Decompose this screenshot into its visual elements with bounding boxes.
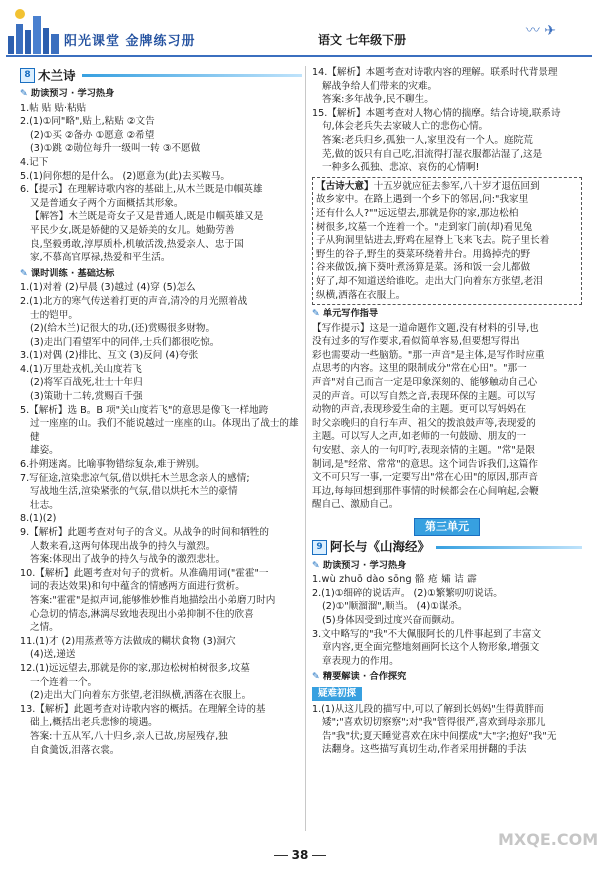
answer-line: 文不可只写一事,一定要写出"常在心田"的原因,那声音 bbox=[312, 472, 538, 484]
lesson-number: 9 bbox=[312, 540, 327, 555]
answer-line: 自食羹饭,泪落衣裳。 bbox=[30, 744, 120, 756]
answer-line: (2)走出大门向着东方张望,老泪纵横,洒落在衣服上。 bbox=[30, 690, 252, 702]
unit-banner: 第三单元 bbox=[312, 518, 582, 536]
watermark: MXQE.COM bbox=[498, 830, 599, 849]
answer-line: 制词,是"经常、常常"的意思。这个词告诉我们,这篇作 bbox=[312, 458, 538, 470]
answer-line: 答案:体现出了战争的持久与战争的激烈悲壮。 bbox=[30, 554, 226, 566]
heading-bar bbox=[436, 546, 582, 549]
answer-line: 1.(1)从这儿段的描写中,可以了解到长妈妈"生得黄胖而 bbox=[312, 703, 544, 715]
answer-line: (2)将军百战死,壮士十年归 bbox=[30, 377, 143, 389]
answer-line: 灵的声音。可以写自然之音,表现环保的主题。可以写 bbox=[312, 390, 536, 402]
answer-line: 纵横,洒落在衣服上。 bbox=[316, 289, 406, 301]
answer-line: 过一座座的山。我们不能说越过一座座的山。体现出了战士的雄健 bbox=[30, 418, 299, 443]
answer-line: 2.(1)①同"略",贴上,粘贴 ②文告 bbox=[20, 116, 155, 128]
difficulty-tag: 疑难初探 bbox=[312, 685, 582, 703]
answer-line: 15.【解析】本题考查对人物心情的揣摩。结合诗境,联系诗 bbox=[312, 107, 561, 119]
answer-line: 8.(1)(2) bbox=[20, 513, 57, 525]
answer-line: 一种多么孤独、悲凉、哀伤的心情啊! bbox=[322, 162, 480, 174]
answer-line: 之情。 bbox=[30, 622, 59, 634]
section-heading: ✎ 助读预习 · 学习热身 bbox=[312, 559, 407, 571]
lesson-number: 8 bbox=[20, 68, 35, 83]
right-column bbox=[312, 66, 582, 757]
answer-line: 还有什么人?""远远望去,那就是你的家,那边松柏 bbox=[316, 207, 519, 219]
answer-line: 章内容,更全面完整地刻画阿长这个人物形象,增强文 bbox=[322, 642, 540, 654]
section-heading: ✎ 精要解读 · 合作探究 bbox=[312, 671, 407, 683]
answer-line: 彩也需要动一些脑筋。"那一声音"是主体,是写作时应重 bbox=[312, 349, 545, 361]
city-skyline-logo-icon bbox=[6, 6, 62, 56]
pencil-icon: ✎ bbox=[312, 559, 320, 571]
answer-line: 3.文中略写的"我"不大佩服阿长的几件事起到了丰富文 bbox=[312, 628, 542, 640]
answer-line: 【写作提示】这是一道命题作文题,没有材料的引导,也 bbox=[312, 322, 539, 334]
answer-line: 2.(1)北方的寒气传送着打更的声音,清冷的月光照着战 bbox=[20, 295, 248, 307]
lesson-title: 木兰诗 bbox=[38, 67, 76, 83]
answer-line: 壮志。 bbox=[30, 499, 59, 511]
answer-line: 章表现力的作用。 bbox=[322, 655, 399, 667]
lesson-title: 阿长与《山海经》 bbox=[330, 539, 431, 555]
answer-line: 醒自己、激励自己。 bbox=[312, 499, 399, 511]
left-column bbox=[20, 66, 302, 757]
answer-line: 答案:老兵归乡,孤独一人,家里没有一个人。庭院荒 bbox=[322, 134, 533, 146]
answer-line: 3.(1)对偶 (2)排比、互文 (3)反问 (4)夸张 bbox=[20, 350, 199, 362]
answer-line: 6.【提示】在理解诗歌内容的基础上,从木兰既是巾帼英雄 bbox=[20, 184, 263, 196]
answer-line: 家,不慕高官厚禄,热爱和平生活。 bbox=[30, 252, 171, 264]
header-rule bbox=[6, 55, 592, 57]
answer-line: 答案:十五从军,八十归乡,亲人已故,房屋残存,独 bbox=[30, 730, 228, 742]
lesson-9-heading bbox=[312, 540, 582, 555]
answer-line: 又是普通女子两个方面概括其形象。 bbox=[30, 197, 184, 209]
brand-title: 阳光课堂 金牌练习册 bbox=[64, 34, 196, 49]
answer-line: 1.wù zhuō dào sōng 骼 疮 孀 诘 霹 bbox=[312, 574, 477, 586]
answer-line: 11.(1)才 (2)用蒸煮等方法做成的糊状食物 (3)洞穴 bbox=[20, 635, 236, 647]
answer-line: 人数来看,这两句体现出战争的持久与激烈。 bbox=[30, 540, 216, 552]
bird-icon: 〰 ✈ bbox=[525, 23, 556, 39]
answer-line: 1.帖 贴 贴·粘贴 bbox=[20, 102, 87, 114]
section-heading: ✎ 助读预习 · 学习热身 bbox=[20, 88, 115, 99]
pencil-icon: ✎ bbox=[20, 88, 28, 99]
section-heading: ✎ 单元写作指导 bbox=[312, 308, 379, 320]
answer-line: (5)身体因受到过度兴奋而颤动。 bbox=[322, 614, 461, 626]
answer-line: 矮";"喜欢切切察察";对"我"管得很严,喜欢到母亲那儿 bbox=[322, 717, 546, 729]
answer-line: 故乡家中。在路上遇到一个乡下的邻居,问:"我家里 bbox=[316, 194, 529, 206]
pencil-icon: ✎ bbox=[312, 308, 320, 320]
answer-line: 一个连着一个。 bbox=[30, 676, 98, 688]
answer-line: (2)(给木兰)记很大的功,(还)赏赐很多财物。 bbox=[30, 323, 216, 335]
answer-line: 心急切的情态,淋漓尽致地表现出小弟抑制不住的欣喜 bbox=[30, 608, 254, 620]
answer-line: (3)走出门看望军中的同伴,士兵们都很吃惊。 bbox=[30, 336, 220, 348]
answer-line: 树很多,坟墓一个连着一个。"走到家门前(却)看见兔 bbox=[316, 221, 533, 233]
answer-line: 13.【解析】此题考查对诗歌内容的概括。在理解全诗的基 bbox=[20, 703, 266, 715]
answer-line: 【古诗大意】十五岁就应征去参军,八十岁才退伍回到 bbox=[316, 180, 540, 192]
answer-line: 雄姿。 bbox=[30, 445, 59, 457]
answer-line: 良,坚毅勇敢,淳厚质朴,机敏活泼,热爱亲人、忠于国 bbox=[30, 238, 244, 250]
page-header bbox=[0, 0, 600, 64]
pencil-icon: ✎ bbox=[20, 267, 28, 279]
answer-line: (4)送,递送 bbox=[30, 649, 76, 661]
page-number: 38 bbox=[0, 848, 600, 862]
answer-line: 谷来做饭,摘下葵叶煮汤算是菜。汤和饭一会儿都做 bbox=[316, 262, 531, 274]
answer-line: 4.(1)万里赴戎机,关山度若飞 bbox=[20, 363, 142, 375]
answer-line: 6.扑朔迷离。比喻事物错综复杂,难于辨别。 bbox=[20, 459, 205, 471]
answer-line: 句安慰、亲人的一句叮咛,表现亲情的主题。"常"是限 bbox=[312, 445, 535, 457]
answer-line: 写战地生活,渲染紧张的气氛,借以烘托木兰的豪情 bbox=[30, 486, 238, 498]
answer-line: 好了,却不知道送给谁吃。走出大门向着东方张望,老泪 bbox=[316, 275, 543, 287]
answer-line: 法翻身。这些描写真切生动,作者采用拼翻的手法 bbox=[322, 744, 527, 756]
answer-line: 【解答】木兰既是奇女子又是普通人,既是巾帼英雄又是 bbox=[30, 211, 264, 223]
answer-line: 答案:多年战争,民不聊生。 bbox=[322, 94, 434, 106]
answer-line: 5.【解析】选 B。B 项"关山度若飞"的意思是像飞一样地跨 bbox=[20, 404, 269, 416]
answer-line: 句,体会老兵失去家破人亡的悲伤心情。 bbox=[322, 121, 489, 133]
pencil-icon: ✎ bbox=[312, 671, 320, 683]
answer-line: 平民少女,既是娇健的又是娇美的女儿。她勤劳善 bbox=[30, 224, 235, 236]
lesson-8-heading bbox=[20, 68, 302, 83]
answer-line: 耳边,每每回想到那件事情的时候都会在心间响起,会鞭 bbox=[312, 485, 539, 497]
answer-line: 答案:"霍霍"是拟声词,能够惟妙惟肖地描绘出小弟磨刀时内 bbox=[30, 594, 276, 606]
poem-meaning-box bbox=[312, 177, 582, 305]
answer-line: (3)①跳 ②勋位每升一级叫一转 ③不愿做 bbox=[30, 143, 201, 155]
answer-line: 14.【解析】本题考查对诗歌内容的理解。联系时代背景理 bbox=[312, 67, 558, 78]
answer-line: 没有过多的写作要求,看似简单容易,但要想写得出 bbox=[312, 336, 520, 348]
heading-bar bbox=[82, 74, 302, 77]
answer-line: 9.【解析】此题考查对句子的含义。从战争的时间和牺牲的 bbox=[20, 527, 269, 538]
answer-line: 芜,做的饭只有自己吃,泪流得打湿衣服都沾湿了,这是 bbox=[322, 148, 543, 160]
column-divider bbox=[305, 66, 306, 831]
answer-line: 告"我"状;夏天睡觉喜欢在床中间摆成"大"字;抱好"我"无 bbox=[322, 730, 557, 742]
answer-line: 10.【解析】此题考查对句子的赏析。从准确用词("霍霍"一 bbox=[20, 567, 269, 579]
answer-line: (2)①"顺溜溜",顺当。 (4)①谋杀。 bbox=[322, 601, 468, 613]
answer-line: 2.(1)①细碎的说话声。 (2)①繁繁叨叨说话。 bbox=[312, 587, 503, 599]
answer-line: 5.(1)问你想的是什么。 (2)愿意为(此)去买鞍马。 bbox=[20, 170, 230, 182]
answer-line: 士的铠甲。 bbox=[30, 309, 78, 321]
answer-line: 野生的谷子,野生的葵菜环绕着井台。用捣掉壳的野 bbox=[316, 248, 531, 260]
answer-line: (3)策勋十二转,赏赐百千强 bbox=[30, 391, 143, 403]
answer-line: 点思考的内容。这里的限制成分"常在心田"。"那一 bbox=[312, 363, 527, 375]
answer-line: 词的表达效果)和句中蕴含的情感两方面进行赏析。 bbox=[30, 581, 245, 593]
answer-line: 声音"对自己而言一定是印象深刻的、能够触动自己心 bbox=[312, 377, 538, 389]
answer-line: 时父亲晚归的自行车声、祖父的拨浪鼓声等,表现爱的 bbox=[312, 417, 536, 429]
answer-line: 础上,概括出老兵悲惨的境遇。 bbox=[30, 717, 158, 729]
answer-line: (2)①买 ②备办 ①愿意 ②希望 bbox=[30, 129, 155, 141]
answer-line: 4.记下 bbox=[20, 156, 49, 168]
section-heading: ✎ 课时训练 · 基础达标 bbox=[20, 267, 115, 279]
subject-grade: 语文 七年级下册 bbox=[318, 33, 407, 47]
answer-line: 12.(1)远远望去,那就是你的家,那边松树柏树很多,坟墓 bbox=[20, 662, 250, 674]
answer-line: 7.写征途,渲染悲凉气氛,借以烘托木兰思念亲人的感情; bbox=[20, 472, 250, 484]
answer-line: 解战争给人们带来的灾难。 bbox=[322, 80, 438, 92]
answer-line: 动物的声音,表现珍爱生命的主题。更可以写妈妈在 bbox=[312, 404, 527, 416]
answer-line: 子从狗洞里钻进去,野鸡在屋脊上飞来飞去。院子里长着 bbox=[316, 235, 550, 247]
answer-line: 1.(1)对着 (2)早晨 (3)越过 (4)穿 (5)怎么 bbox=[20, 282, 196, 294]
answer-line: 主题。可以写人之声,如老师的一句鼓励、朋友的一 bbox=[312, 431, 527, 443]
